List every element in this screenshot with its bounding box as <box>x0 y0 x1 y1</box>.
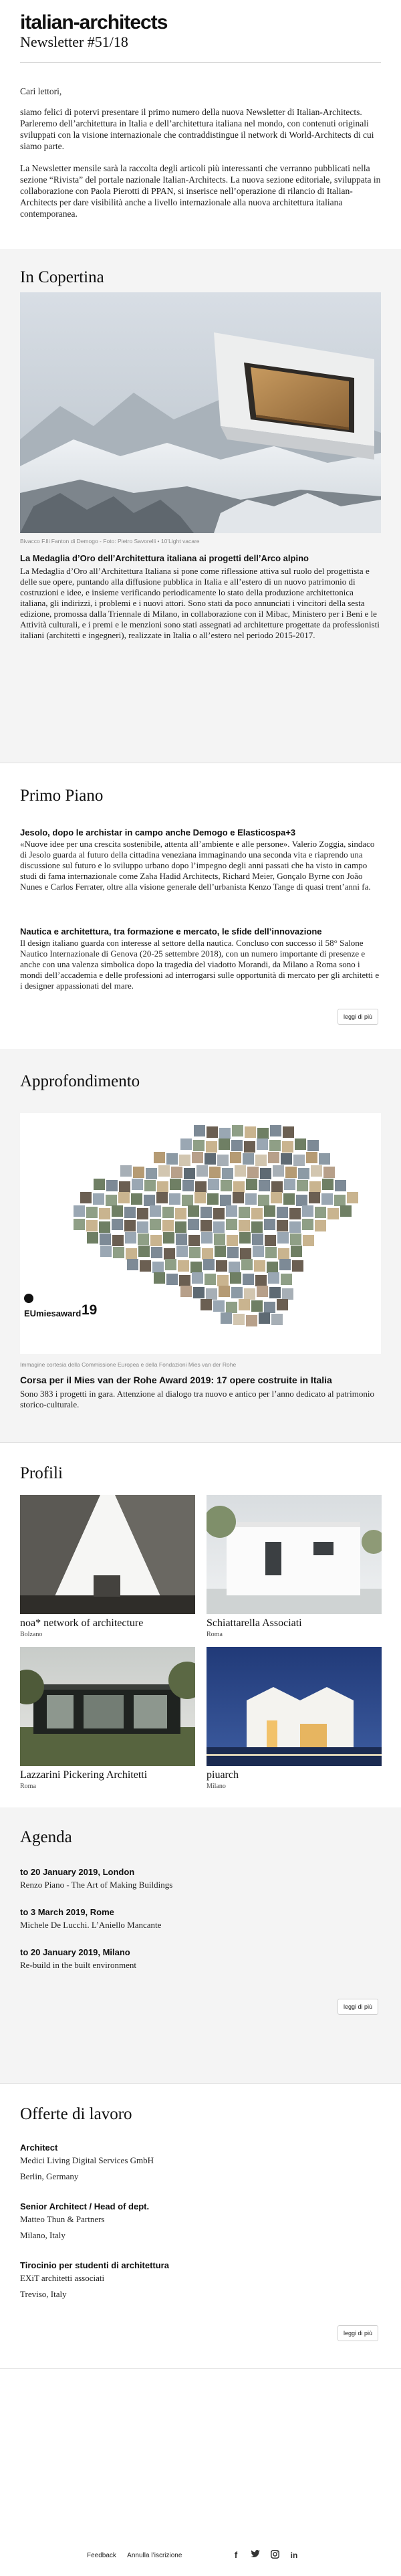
project-thumbnail <box>201 1232 213 1244</box>
header-divider <box>20 62 381 63</box>
divider <box>0 2368 401 2369</box>
copertina-title: In Copertina <box>20 268 104 286</box>
project-thumbnail <box>251 1221 263 1233</box>
project-thumbnail <box>277 1220 288 1231</box>
agenda-more-button[interactable]: leggi di più <box>338 1999 378 2015</box>
project-thumbnail <box>283 1193 295 1205</box>
job-role[interactable]: Architect <box>20 2143 58 2153</box>
job-location: Milano, Italy <box>20 2230 65 2240</box>
profile-city: Roma <box>20 1783 36 1790</box>
project-thumbnail <box>267 1262 278 1273</box>
twitter-icon[interactable] <box>250 2550 261 2561</box>
profile-card-image[interactable] <box>20 1647 195 1766</box>
project-thumbnail <box>99 1208 110 1219</box>
project-thumbnail <box>80 1192 92 1203</box>
project-thumbnail <box>175 1221 186 1233</box>
project-thumbnail <box>279 1259 291 1270</box>
project-thumbnail <box>265 1247 277 1258</box>
profile-city: Milano <box>207 1783 226 1790</box>
project-thumbnail <box>188 1235 200 1246</box>
project-thumbnail <box>264 1219 275 1230</box>
project-thumbnail <box>171 1167 182 1178</box>
project-thumbnail <box>112 1235 124 1246</box>
project-thumbnail <box>347 1192 358 1203</box>
profile-card-image[interactable] <box>20 1495 195 1614</box>
project-thumbnail <box>257 1128 269 1139</box>
project-thumbnail <box>255 1155 267 1166</box>
project-thumbnail <box>296 1195 307 1206</box>
project-thumbnail <box>327 1208 339 1219</box>
project-thumbnail <box>113 1247 124 1258</box>
job-company: Medici Living Digital Services GmbH <box>20 2155 154 2165</box>
project-thumbnail <box>251 1208 263 1219</box>
project-thumbnail <box>163 1232 174 1244</box>
project-thumbnail <box>306 1152 317 1163</box>
project-thumbnail <box>230 1152 241 1163</box>
project-thumbnail <box>251 1300 263 1312</box>
project-thumbnail <box>158 1165 170 1177</box>
project-thumbnail <box>100 1246 112 1257</box>
project-thumbnail <box>112 1205 123 1217</box>
project-thumbnail <box>277 1207 288 1218</box>
project-thumbnail <box>162 1220 174 1231</box>
project-thumbnail <box>293 1155 305 1166</box>
project-thumbnail <box>207 1126 218 1138</box>
primo-piano-item-1-body: «Nuove idee per una crescita sostenibile, attenta all’ambiente e alle persone». Valerio Zoggia, sindaco di Jesolo guarda al futuro della cittadina veneziana immaginando una seconda vita e riaprendo una discussione sul futuro e lo sviluppo urbano dopo l’impegno degli anni passati che ha visto in campo studi di fama internazionale come Zaha Hadid Architects, Richard Meier, Gonçalo Byrne con João Nunes e Carlos Ferrater, oltre alla visione generale dell’urbanista Kenzo Tange di quasi trent’anni fa. <box>20 839 375 892</box>
project-thumbnail <box>226 1205 237 1217</box>
project-thumbnail <box>205 1153 216 1165</box>
project-thumbnail <box>138 1246 150 1257</box>
approfondimento-caption: Immagine cortesia della Commissione Europea e della Fondazioni Mies van der Rohe <box>20 1361 237 1368</box>
profile-name[interactable]: Schiattarella Associati <box>207 1617 302 1629</box>
cover-illustration <box>20 292 381 533</box>
project-thumbnail <box>179 1275 190 1286</box>
project-thumbnail <box>270 1125 281 1136</box>
primo-piano-item-2-body: Il design italiano guarda con interesse al settore della nautica. Concluso con successo il 58° Salone Nautico Internazionale di Genova (20-25 settembre 2018), con un numero importante di presenze e anche con una valenza simbolica dopo la tragedia del viadotto Morandi, da Milano a Roma sono i mondi dell’accademia e delle professioni ad interrogarsi sulle opportunità di mercato per gli architetti e i designer appassionati del mare. <box>20 938 380 991</box>
project-thumbnail <box>133 1167 144 1178</box>
project-thumbnail <box>74 1205 85 1217</box>
project-thumbnail <box>175 1208 186 1219</box>
section-agenda <box>0 1807 401 2083</box>
project-thumbnail <box>292 1260 303 1272</box>
project-thumbnail <box>196 1165 208 1177</box>
project-thumbnail <box>190 1262 202 1273</box>
project-thumbnail <box>290 1233 301 1245</box>
agenda-item-date: to 20 January 2019, Milano <box>20 1947 130 1957</box>
project-thumbnail <box>180 1286 192 1297</box>
project-thumbnail <box>334 1195 346 1206</box>
project-thumbnail <box>283 1126 294 1138</box>
project-thumbnail <box>298 1168 309 1179</box>
project-thumbnail <box>214 1233 225 1245</box>
project-thumbnail <box>131 1193 142 1205</box>
project-thumbnail <box>323 1167 335 1178</box>
project-thumbnail <box>246 1179 257 1190</box>
project-thumbnail <box>239 1220 250 1231</box>
project-thumbnail <box>239 1207 250 1218</box>
project-thumbnail <box>213 1221 225 1233</box>
project-thumbnail <box>257 1138 268 1150</box>
project-thumbnail <box>217 1155 229 1166</box>
project-thumbnail <box>259 1180 270 1191</box>
project-thumbnail <box>86 1207 98 1218</box>
profile-image-1 <box>20 1495 195 1614</box>
project-thumbnail <box>247 1167 259 1178</box>
project-thumbnail <box>277 1299 288 1310</box>
header <box>0 0 401 60</box>
project-thumbnail <box>94 1179 105 1190</box>
intro-paragraph-2: La Newsletter mensile sarà la raccolta degli articoli più interessanti che verranno pubblicati nella sezione “Rivista” del portale nazionale Italian-Architects. La nuova sezione editoriale, sviluppata in collaborazione con Paola Pierotti di PPAN, si inserisce nell’operazione di rilancio di Italian-Architects per dare visibilità anche a livello internazionale alla nuova architettura italiana contemporanea. <box>20 163 381 219</box>
primo-piano-item-1-headline[interactable]: Jesolo, dopo le archistar in campo anche Demogo e Elasticospa+3 <box>20 827 296 837</box>
unsubscribe-link[interactable]: Annulla l’iscrizione <box>127 2552 182 2559</box>
project-thumbnail <box>180 1138 192 1150</box>
project-thumbnail <box>219 1128 231 1139</box>
approfondimento-image[interactable] <box>20 1113 381 1354</box>
project-thumbnail <box>205 1274 216 1285</box>
project-thumbnail <box>295 1138 306 1150</box>
project-thumbnail <box>335 1180 346 1191</box>
primo-piano-title: Primo Piano <box>20 787 104 805</box>
project-thumbnail <box>315 1207 326 1218</box>
project-thumbnail <box>285 1167 297 1178</box>
profile-name[interactable]: noa* network of architecture <box>20 1617 144 1629</box>
project-thumbnail <box>150 1235 162 1246</box>
project-thumbnail <box>138 1233 149 1245</box>
project-thumbnail <box>260 1168 271 1179</box>
project-thumbnail <box>322 1179 333 1190</box>
project-thumbnail <box>253 1246 264 1257</box>
project-thumbnail <box>156 1192 168 1203</box>
project-thumbnail <box>239 1232 251 1244</box>
project-thumbnail <box>112 1219 123 1230</box>
project-thumbnail <box>87 1232 98 1244</box>
project-thumbnail <box>303 1235 314 1246</box>
project-thumbnail <box>269 1287 281 1298</box>
primo-piano-more-button[interactable]: leggi di più <box>338 1009 378 1025</box>
eu-award-logo-icon <box>24 1294 33 1303</box>
profile-image-4 <box>207 1647 382 1766</box>
project-thumbnail <box>106 1195 117 1206</box>
project-thumbnail <box>74 1219 85 1230</box>
intro <box>0 71 401 250</box>
agenda-title: Agenda <box>20 1828 72 1846</box>
facebook-icon[interactable]: f <box>234 2550 238 2560</box>
project-thumbnail <box>231 1287 243 1298</box>
project-thumbnail <box>309 1192 320 1203</box>
profile-city: Roma <box>207 1631 223 1638</box>
project-thumbnail <box>259 1312 270 1324</box>
project-thumbnail <box>176 1246 188 1257</box>
project-thumbnail <box>120 1165 132 1177</box>
project-thumbnail <box>281 1153 292 1165</box>
cover-caption: Bivacco F.lli Fanton di Demogo - Foto: Pietro Savorelli • 10’Light vacare <box>20 538 200 544</box>
project-thumbnail <box>176 1233 187 1245</box>
project-thumbnail <box>321 1193 333 1205</box>
primo-piano-item-2-headline[interactable]: Nautica e architettura, tra formazione e mercato, le sfide dell’innovazione <box>20 926 322 936</box>
copertina-body: La Medaglia d’Oro all’Architettura Italiana si pone come riflessione attiva sul ruolo del progettista e delle sue opere, puntando alla diffusione pubblica in Italia e all’estero di un nuovo patrimonio di costruzioni e idee, e insieme verificando periodicamente lo stato della produzione architettonica italiana, gli indirizzi, i problemi e i nuovi attori. Sono stati da poco annunciati i vincitori della sesta edizione, promossa dalla Triennale di Milano, in collaborazione con il Mibac, Ministero per i Beni e le Attività culturali, e i premi e le menzioni sono stati assegnati ad architetture progettate da professionisti italiani (architetti e ingegneri), realizzate in Italia o all’estero nel periodo 2015-2017. <box>20 566 380 640</box>
project-thumbnail <box>241 1259 253 1270</box>
project-thumbnail <box>194 1192 206 1203</box>
project-thumbnail <box>254 1260 265 1272</box>
project-thumbnail <box>289 1208 301 1219</box>
project-thumbnail <box>264 1205 275 1217</box>
job-location: Berlin, Germany <box>20 2171 79 2181</box>
project-thumbnail <box>166 1153 178 1165</box>
project-thumbnail <box>125 1232 136 1244</box>
project-thumbnail <box>207 1193 219 1205</box>
footer-links <box>87 2552 191 2559</box>
project-thumbnail <box>118 1192 130 1203</box>
project-thumbnail <box>213 1208 225 1219</box>
project-thumbnail <box>268 1152 279 1163</box>
job-company: EXiT architetti associati <box>20 2273 105 2283</box>
project-thumbnail <box>194 1125 205 1136</box>
project-thumbnail <box>289 1221 301 1233</box>
project-thumbnail <box>157 1181 168 1193</box>
project-thumbnail <box>193 1140 205 1151</box>
project-thumbnail <box>193 1287 205 1298</box>
project-thumbnail <box>206 1288 217 1300</box>
project-thumbnail <box>154 1272 165 1284</box>
job-role[interactable]: Senior Architect / Head of dept. <box>20 2201 150 2211</box>
profile-city: Bolzano <box>20 1631 43 1638</box>
project-thumbnail <box>252 1233 263 1245</box>
profile-name[interactable]: piuarch <box>207 1769 239 1781</box>
project-thumbnail <box>162 1207 174 1218</box>
intro-paragraph-1: siamo felici di potervi presentare il primo numero della nuova Newsletter di Italian-Architects. Parleremo dell’architettura in Italia e dell’architettura italiana nel mondo, con contenuti originali sviluppati con la visione internazionale che contraddistingue il network di World-Architects di cui siamo parte. <box>20 107 374 151</box>
project-thumbnail <box>222 1168 233 1179</box>
profile-name[interactable]: Lazzarini Pickering Architetti <box>20 1769 148 1781</box>
project-thumbnail <box>119 1181 130 1193</box>
project-thumbnail <box>227 1235 238 1246</box>
project-thumbnail <box>258 1195 269 1206</box>
project-thumbnail <box>152 1262 164 1273</box>
project-thumbnail <box>221 1312 232 1324</box>
project-thumbnail <box>144 1180 156 1191</box>
project-thumbnail <box>220 1195 231 1206</box>
project-thumbnail <box>179 1155 190 1166</box>
project-thumbnail <box>245 1126 256 1138</box>
project-thumbnail <box>244 1141 255 1153</box>
project-thumbnail <box>232 1125 243 1136</box>
project-thumbnail <box>170 1179 181 1190</box>
project-thumbnail <box>235 1165 246 1177</box>
profile-image-2 <box>207 1495 382 1614</box>
project-thumbnail <box>307 1140 319 1151</box>
project-thumbnail <box>282 1288 293 1300</box>
project-thumbnail <box>106 1180 118 1191</box>
agenda-item-title[interactable]: Re-build in the built environment <box>20 1960 137 1970</box>
project-thumbnail <box>189 1247 200 1258</box>
project-thumbnail <box>86 1220 98 1231</box>
project-thumbnail <box>124 1207 136 1218</box>
project-thumbnail <box>150 1219 161 1230</box>
project-thumbnail <box>231 1140 243 1151</box>
project-thumbnail <box>245 1193 257 1205</box>
agenda-item-title[interactable]: Michele De Lucchi. L’Aniello Mancante <box>20 1920 162 1930</box>
project-thumbnail <box>227 1247 239 1258</box>
divider <box>0 2083 401 2084</box>
project-thumbnail <box>302 1205 313 1217</box>
project-thumbnail <box>268 1272 279 1284</box>
project-thumbnail <box>219 1286 230 1297</box>
project-thumbnail <box>233 1192 244 1203</box>
project-thumbnail <box>165 1259 176 1270</box>
cover-image[interactable] <box>20 292 381 533</box>
project-thumbnail <box>243 1274 254 1285</box>
project-thumbnail <box>200 1220 212 1231</box>
project-thumbnail <box>265 1235 276 1246</box>
job-role[interactable]: Tirocinio per studenti di architettura <box>20 2260 169 2270</box>
instagram-icon[interactable] <box>269 2550 280 2561</box>
project-thumbnail <box>127 1259 138 1270</box>
project-thumbnail <box>192 1272 203 1284</box>
project-thumbnail <box>244 1288 255 1300</box>
job-company: Matteo Thun & Partners <box>20 2214 105 2224</box>
project-thumbnail <box>150 1205 161 1217</box>
agenda-item-date: to 20 January 2019, London <box>20 1867 135 1877</box>
eu-award-logo-text: EUmiesaward <box>24 1308 82 1318</box>
project-thumbnail <box>206 1141 217 1153</box>
project-thumbnail <box>146 1168 157 1179</box>
project-thumbnail <box>203 1259 215 1270</box>
project-thumbnail <box>226 1219 237 1230</box>
copertina-headline[interactable]: La Medaglia d’Oro dell’Architettura italiana ai progetti dell’Arco alpino <box>20 553 309 563</box>
project-thumbnail <box>195 1181 207 1193</box>
project-thumbnail <box>93 1193 104 1205</box>
approfondimento-headline[interactable]: Corsa per il Mies van der Rohe Award 2019: 17 opere costruite in Italia <box>20 1375 332 1385</box>
eu-award-year: 19 <box>82 1302 98 1318</box>
project-thumbnail <box>221 1180 232 1191</box>
project-thumbnail <box>269 1140 281 1151</box>
project-thumbnail <box>315 1220 326 1231</box>
project-thumbnail <box>311 1165 322 1177</box>
project-thumbnail <box>246 1315 257 1326</box>
project-thumbnail <box>284 1179 295 1190</box>
project-thumbnail <box>188 1205 199 1217</box>
project-thumbnail <box>184 1168 195 1179</box>
project-thumbnail <box>309 1181 321 1193</box>
profile-card-image[interactable] <box>207 1495 382 1614</box>
project-thumbnail <box>137 1208 148 1219</box>
project-thumbnail <box>226 1302 237 1313</box>
approfondimento-title: Approfondimento <box>20 1072 140 1090</box>
project-thumbnail <box>164 1248 175 1260</box>
feedback-link[interactable]: Feedback <box>87 2552 116 2559</box>
project-thumbnail <box>217 1275 229 1286</box>
offerte-more-button[interactable]: leggi di più <box>338 2325 378 2341</box>
project-thumbnail <box>144 1195 155 1206</box>
project-thumbnail <box>278 1248 289 1260</box>
project-thumbnail <box>182 1180 194 1191</box>
project-thumbnail <box>151 1247 162 1258</box>
profile-image-3 <box>20 1647 195 1766</box>
project-thumbnail <box>202 1248 213 1260</box>
project-thumbnail <box>178 1260 189 1272</box>
project-thumbnail <box>271 1192 282 1203</box>
project-thumbnail <box>273 1165 284 1177</box>
project-thumbnail <box>99 1221 110 1233</box>
project-thumbnail <box>200 1207 212 1218</box>
project-thumbnail <box>257 1286 268 1297</box>
intro-greeting: Cari lettori, <box>20 86 62 96</box>
project-thumbnail <box>233 1181 245 1193</box>
project-thumbnail <box>215 1246 226 1257</box>
project-thumbnail <box>213 1300 225 1312</box>
project-thumbnail <box>243 1153 254 1165</box>
job-location: Treviso, Italy <box>20 2289 67 2299</box>
agenda-item-date: to 3 March 2019, Rome <box>20 1907 114 1917</box>
footer <box>0 2542 401 2576</box>
project-thumbnail <box>209 1167 221 1178</box>
project-thumbnail <box>154 1152 165 1163</box>
divider <box>0 1442 401 1443</box>
project-thumbnail <box>277 1232 289 1244</box>
project-thumbnail <box>219 1138 230 1150</box>
project-thumbnail <box>216 1260 227 1272</box>
brand-logo[interactable]: italian-architects <box>20 11 168 33</box>
project-thumbnail <box>340 1205 352 1217</box>
project-thumbnail <box>271 1314 283 1325</box>
linkedin-icon[interactable]: in <box>290 2551 298 2560</box>
project-thumbnail <box>255 1275 267 1286</box>
project-thumbnail <box>124 1220 136 1231</box>
project-thumbnail <box>281 1274 292 1285</box>
project-thumbnail <box>192 1152 203 1163</box>
project-thumbnail <box>239 1299 250 1310</box>
issue-title: Newsletter #51/18 <box>20 33 128 50</box>
project-thumbnail <box>264 1302 275 1313</box>
profile-card-image[interactable] <box>207 1647 382 1766</box>
project-thumbnail <box>132 1179 143 1190</box>
project-thumbnail <box>140 1260 151 1272</box>
project-thumbnail <box>240 1248 251 1260</box>
project-thumbnail <box>188 1219 199 1230</box>
project-thumbnail <box>291 1246 302 1257</box>
project-thumbnail <box>169 1193 180 1205</box>
project-thumbnail <box>302 1219 313 1230</box>
project-thumbnail <box>229 1262 240 1273</box>
project-thumbnail <box>319 1153 330 1165</box>
project-thumbnail <box>282 1141 293 1153</box>
project-thumbnail <box>230 1272 241 1284</box>
project-thumbnail <box>126 1248 137 1260</box>
project-thumbnail <box>166 1274 178 1285</box>
project-thumbnail <box>182 1195 193 1206</box>
project-thumbnail <box>200 1299 212 1310</box>
project-thumbnail <box>100 1233 111 1245</box>
project-thumbnail <box>208 1179 219 1190</box>
profili-title: Profili <box>20 1464 63 1482</box>
offerte-title: Offerte di lavoro <box>20 2105 132 2123</box>
agenda-item-title[interactable]: Renzo Piano - The Art of Making Buildings <box>20 1880 173 1890</box>
project-thumbnail <box>271 1181 283 1193</box>
project-thumbnail <box>137 1221 148 1233</box>
approfondimento-body: Sono 383 i progetti in gara. Attenzione al dialogo tra nuovo e antico per l’anno dedicato al patrimonio storico-culturale. <box>20 1389 374 1409</box>
project-thumbnail <box>233 1314 245 1325</box>
project-thumbnail <box>297 1180 308 1191</box>
